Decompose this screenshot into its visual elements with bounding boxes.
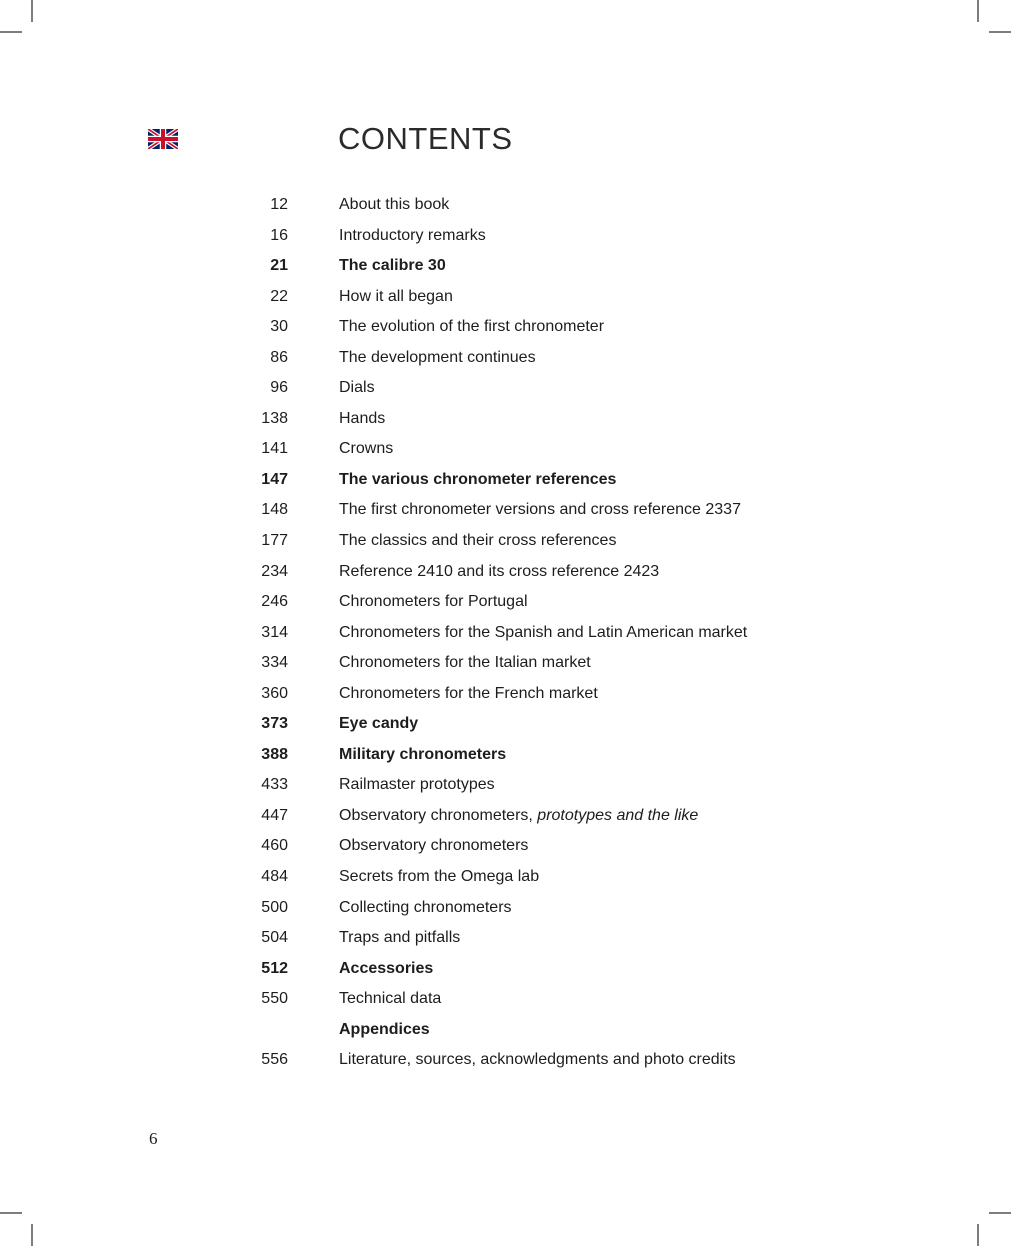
toc-entry-title: Military chronometers xyxy=(339,745,507,763)
toc-entry-title: Eye candy xyxy=(339,715,419,733)
toc-row xyxy=(0,343,1011,374)
toc-entry-title: Dials xyxy=(339,379,375,397)
toc-page-number: 12 xyxy=(270,196,288,213)
toc-page-number: 460 xyxy=(261,837,288,855)
toc-entry-title: Chronometers for the Italian market xyxy=(339,654,591,672)
toc-row xyxy=(0,984,1011,1015)
toc-entry-title: The evolution of the first chronometer xyxy=(339,318,605,336)
toc-row xyxy=(0,709,1011,740)
toc-entry-title: Technical data xyxy=(339,990,442,1008)
toc-entry-title: Hands xyxy=(339,409,386,427)
toc-page-number: 234 xyxy=(261,562,288,580)
toc-row xyxy=(0,862,1011,893)
toc-entry-title: The classics and their cross references xyxy=(339,532,617,550)
toc-row xyxy=(0,740,1011,771)
toc-entry-title: Crowns xyxy=(339,440,394,458)
toc-row xyxy=(0,434,1011,465)
page-number-folio: 6 xyxy=(149,1129,158,1148)
toc-row xyxy=(0,282,1011,313)
toc-row xyxy=(0,893,1011,924)
toc-entry-title: Reference 2410 and its cross reference 2423 xyxy=(339,562,660,580)
toc-page-number: 360 xyxy=(261,684,288,702)
toc-entry-title: How it all began xyxy=(339,287,453,305)
toc-page-number: 512 xyxy=(261,959,288,977)
toc-entry-title: Observatory chronometers, prototypes and the like xyxy=(339,806,699,824)
toc-page-number: 177 xyxy=(261,532,288,550)
toc-page-number: 141 xyxy=(261,440,288,458)
toc-entry-title: Chronometers for the French market xyxy=(339,684,598,702)
uk-flag-icon xyxy=(148,129,178,149)
toc-page-number: 504 xyxy=(261,929,288,947)
toc-entry-title: Introductory remarks xyxy=(339,226,486,244)
toc-page-number xyxy=(0,1015,288,1046)
toc-entry-title: Literature, sources, acknowledgments and photo credits xyxy=(339,1051,736,1069)
toc-page-number: 96 xyxy=(270,379,288,397)
toc-page-number: 138 xyxy=(261,409,288,427)
toc-page-number: 500 xyxy=(261,898,288,916)
toc-row xyxy=(0,1015,1011,1046)
toc-page-number: 373 xyxy=(261,715,288,733)
toc-row xyxy=(0,495,1011,526)
toc-entry-title: Chronometers for Portugal xyxy=(339,593,528,611)
toc-entry-title: Secrets from the Omega lab xyxy=(339,868,540,886)
toc-entry-title: Railmaster prototypes xyxy=(339,776,495,794)
toc-page-number: 550 xyxy=(261,990,288,1008)
toc-row xyxy=(0,801,1011,832)
toc-page-number: 30 xyxy=(270,318,288,336)
toc-page-number: 16 xyxy=(270,226,288,244)
toc-page-number: 86 xyxy=(270,348,288,366)
toc-page-number: 484 xyxy=(261,868,288,886)
toc-entry-title: Appendices xyxy=(339,1020,430,1038)
toc-page-number: 22 xyxy=(270,287,288,305)
toc-row xyxy=(0,373,1011,404)
toc-row xyxy=(0,618,1011,649)
toc-page-number: 447 xyxy=(261,806,288,824)
toc-page-number: 334 xyxy=(261,654,288,672)
toc-page-number: 556 xyxy=(261,1051,288,1069)
toc-entry-title: Traps and pitfalls xyxy=(339,929,461,947)
toc-entry-title: Observatory chronometers xyxy=(339,837,529,855)
toc-entry-title: Chronometers for the Spanish and Latin American market xyxy=(339,623,748,641)
toc-entry-title: Collecting chronometers xyxy=(339,898,512,916)
toc-row xyxy=(0,831,1011,862)
crop-mark-top-right-horizontal xyxy=(989,31,1011,33)
toc-entry-title-italic: prototypes and the like xyxy=(537,806,699,824)
toc-entry-title: The first chronometer versions and cross reference 2337 xyxy=(339,501,741,519)
toc-entry-title: Accessories xyxy=(339,959,434,977)
crop-mark-top-left-horizontal xyxy=(0,31,22,33)
toc-page-number: 388 xyxy=(261,745,288,763)
crop-mark-bottom-left-vertical xyxy=(31,1224,33,1246)
toc-list xyxy=(0,190,1011,1076)
toc-row xyxy=(0,557,1011,588)
toc-entry-title: The development continues xyxy=(339,348,536,366)
toc-row xyxy=(0,923,1011,954)
toc-page-number: 314 xyxy=(261,623,288,641)
toc-row xyxy=(0,465,1011,496)
toc-row xyxy=(0,770,1011,801)
crop-mark-bottom-left-horizontal xyxy=(0,1212,22,1214)
crop-mark-bottom-right-horizontal xyxy=(989,1212,1011,1214)
toc-row xyxy=(0,526,1011,557)
toc-row xyxy=(0,1045,1011,1076)
crop-mark-top-left-vertical xyxy=(31,0,33,22)
toc-row xyxy=(0,404,1011,435)
toc-row xyxy=(0,312,1011,343)
crop-mark-bottom-right-vertical xyxy=(977,1224,979,1246)
toc-page-number: 246 xyxy=(261,593,288,611)
toc-entry-title: About this book xyxy=(339,196,450,213)
toc-row xyxy=(0,251,1011,282)
toc-row xyxy=(0,190,1011,221)
page-title: CONTENTS xyxy=(338,121,513,156)
toc-row xyxy=(0,679,1011,710)
toc-page-number: 433 xyxy=(261,776,288,794)
toc-entry-title: The various chronometer references xyxy=(339,470,617,488)
toc-page-number: 148 xyxy=(261,501,288,519)
toc-row xyxy=(0,587,1011,618)
toc-row xyxy=(0,221,1011,252)
toc-page-number: 21 xyxy=(270,257,288,275)
toc-row xyxy=(0,954,1011,985)
crop-mark-top-right-vertical xyxy=(977,0,979,22)
toc-page-number: 147 xyxy=(261,470,288,488)
toc-row xyxy=(0,648,1011,679)
toc-entry-title: The calibre 30 xyxy=(339,257,446,275)
